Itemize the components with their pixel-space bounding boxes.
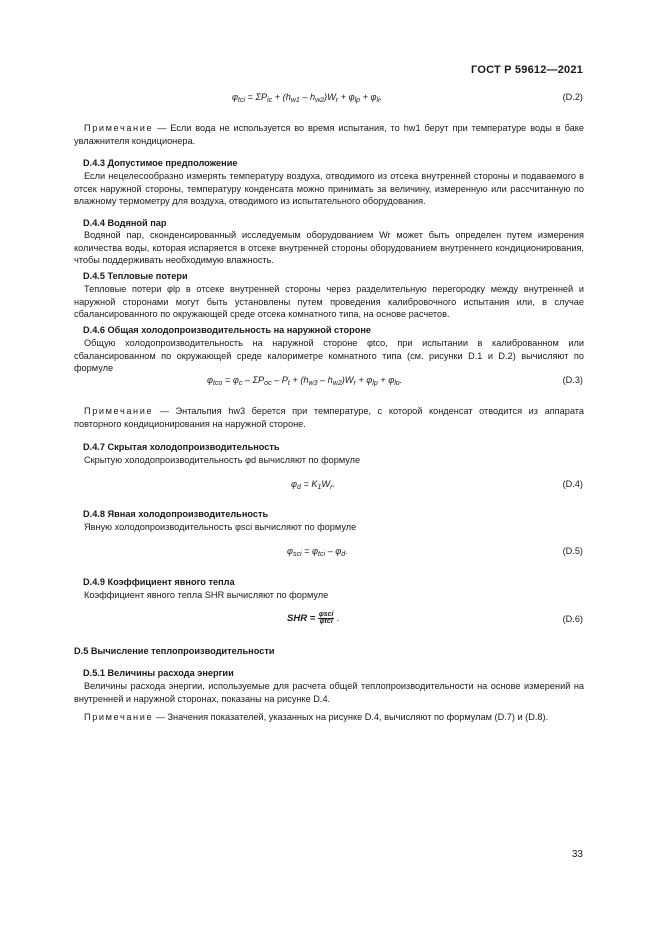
- paragraph-d44: Водяной пар, сконденсированный исследуемым оборудованием Wr может быть определен путем измерения количества воды, которая испаряется в отсеке внутренней стороны оборудованием внутреннего кондиционирования, чтобы поддерживать необходимую влажность.: [74, 230, 584, 266]
- paragraph-d43: Если нецелесообразно измерять температуру воздуха, отводимого из отсека внутренней стороны и подаваемого в отсек наружной стороны, температуру конденсата можно принимать за величину, измеренную или рассчитанную по влажному термометру для воздуха, отводимого из испытательного оборудования.: [74, 171, 584, 207]
- paragraph-d46: Общую холодопроизводительность на наружной стороне φtco, при испытании в калиброванном или сбалансированном по окружающей среде калориметре комнатного типа (см. рисунки D.1 и D.2) вычисляют по формуле: [74, 338, 584, 374]
- page-number: 33: [571, 849, 583, 860]
- note-1: [74, 122, 584, 147]
- paragraph-d47: Скрытую холодопроизводительность φd вычисляют по формуле: [84, 455, 361, 465]
- formula-d5: $\varphi_{sci} = \varphi_{tci} - \varphi_d$.: [287, 546, 348, 558]
- note-3: [74, 711, 584, 724]
- formula-number-d2: (D.2): [562, 92, 583, 102]
- heading-d49: D.4.9 Коэффициент явного тепла: [83, 577, 235, 587]
- heading-d46: D.4.6 Общая холодопроизводительность на наружной стороне: [83, 325, 372, 335]
- formula-d2: $\varphi_{tci} = \Sigma P_{ic} + (h_{w1} - h_{w2})W_r + \varphi_{lp} + \varphi_{li}$.: [232, 92, 383, 104]
- note-label: Примечание: [84, 123, 154, 133]
- formula-number-d4: (D.4): [562, 479, 583, 489]
- document-id: ГОСТ Р 59612—2021: [471, 64, 583, 76]
- note-text: — Если вода не используется во время испытания, то hw1 берут при температуре воды в баке увлажнителя кондиционера.: [74, 123, 584, 146]
- heading-d51: D.5.1 Величины расхода энергии: [83, 668, 234, 678]
- heading-d45: D.4.5 Тепловые потери: [83, 271, 188, 281]
- formula-d4: $\varphi_d = K_1W_r$.: [291, 479, 335, 491]
- formula-d6: SHR = $\frac{\text{φsci}}{\text{φtci}}$ .: [287, 611, 340, 625]
- note-text: — Значения показателей, указанных на рисунке D.4, вычисляют по формулам (D.7) и (D.8).: [155, 712, 549, 722]
- heading-d5: D.5 Вычисление теплопроизводительности: [74, 646, 275, 656]
- note-text: — Энтальпия hw3 берется при температуре, с которой конденсат отводится из аппарата повторного кондиционирования на наружной стороне.: [74, 406, 584, 429]
- heading-d48: D.4.8 Явная холодопроизводительность: [83, 509, 269, 519]
- formula-d3: $\varphi_{tco} = \varphi_c - \Sigma P_{oc} - P_t + (h_{w3} - h_{w2})W_r + \varphi_{lp} + \varphi_{lo}$.: [207, 375, 403, 387]
- formula-number-d3: (D.3): [562, 375, 583, 385]
- paragraph-d51: Величины расхода энергии, используемые для расчета общей теплопроизводительности на основе измерений на внутренней и наружной сторонах, показаны на рисунке D.4.: [74, 681, 584, 704]
- fraction: $\frac{\text{φsci}}{\text{φtci}}$: [318, 611, 334, 625]
- note-label: Примечание: [84, 406, 154, 416]
- paragraph-d49: Коэффициент явного тепла SHR вычисляют по формуле: [84, 590, 329, 600]
- paragraph-d48: Явную холодопроизводительность φsci вычисляют по формуле: [84, 522, 357, 532]
- paragraph-d45: Тепловые потери φlp в отсеке внутренней стороны через разделительную перегородку между внутренней и наружной сторонами могут быть установлены путем проведения калибровочного испытания или, в случае сбалансированного по окружающей среде отсека комнатного типа, на основе расчетов.: [74, 284, 584, 320]
- note-2: [74, 405, 584, 430]
- note-label: Примечание: [84, 712, 154, 722]
- heading-d44: D.4.4 Водяной пар: [83, 218, 167, 228]
- formula-number-d6: (D.6): [562, 614, 583, 624]
- formula-number-d5: (D.5): [562, 546, 583, 556]
- heading-d43: D.4.3 Допустимое предположение: [83, 158, 238, 168]
- heading-d47: D.4.7 Скрытая холодопроизводительность: [83, 442, 280, 452]
